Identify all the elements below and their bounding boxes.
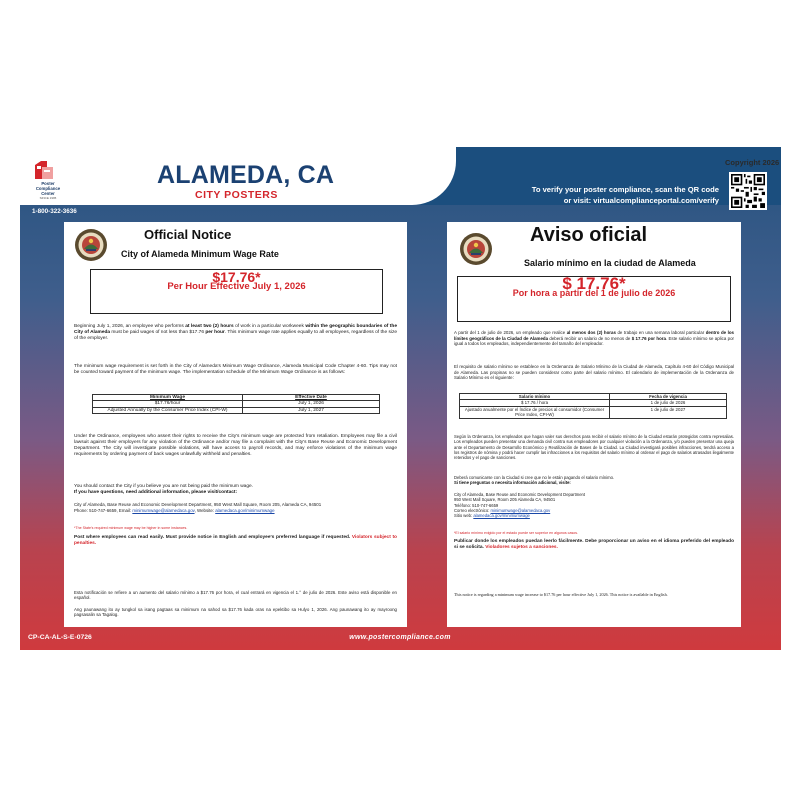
table-header: Effective Date	[243, 395, 380, 401]
contact-city-text: Deberá comunicarse con la Ciudad si cree que no le están pagando el salario mínimo.	[454, 475, 615, 480]
p1-part-a: A partir del 1 de julio de 2026, un empleado que realice	[454, 330, 567, 335]
notice-subtitle: City of Alameda Minimum Wage Rate	[121, 249, 279, 259]
contact-info	[454, 492, 734, 518]
p1-part-e: must be paid wages of not less than $17.76	[110, 330, 206, 335]
qr-code-icon	[731, 174, 765, 208]
contact-department: City of Alameda, Base Reuse and Economic Development Department	[454, 492, 586, 497]
implementation-schedule-table	[92, 394, 380, 414]
translation-notice-spanish: Esta notificación se refiere a un aumento del salario mínimo a $17.76 por hora, el cual entrará en vigencia el 1.° de julio de 2026. Este aviso está disponible en español.	[74, 590, 397, 601]
paragraph-ordinance: The minimum wage requirement is set forth in the City of Alameda's Minimum Wage Ordinance, Alameda Municipal Code Chapter 4-60. Tips may not be counted toward payment of the minimum wage. The implementation schedule of the Minimum Wage Ordinance is as follows:	[74, 364, 397, 375]
p1-part-b: at least two (2) hours	[185, 324, 234, 329]
notice-title: Aviso oficial	[530, 224, 648, 246]
copyright-text: Copyright 2026	[725, 158, 780, 167]
translation-notice-tagalog: Ang paunawang ito ay tungkol sa isang pagtaas sa minimum na sahod sa $17.76 kada oras na epektibo sa Hulyo 1, 2026. Ang paunawang ito ay mayroong pagsasalin sa Tagalog.	[74, 607, 397, 618]
p1-part-d: within the geographic boundaries of the City of Alameda	[74, 324, 397, 335]
contact-email-link[interactable]: minimumwage@alamedaca.gov	[132, 507, 195, 513]
poster-code: CP-CA-AL-S-E-0726	[28, 634, 92, 641]
posting-requirement	[74, 535, 397, 547]
logo-line-3: Center	[41, 191, 55, 196]
notice-title: Official Notice	[144, 227, 232, 242]
table-cell: 1 de julio de 2026	[610, 400, 727, 406]
contact-website-link[interactable]: alamedaca.gov/minimumwage	[215, 507, 275, 513]
rate-effective-date: Per Hour Effective July 1, 2026	[167, 281, 306, 292]
p1-part-g: . This minimum wage rate applies equally to all employees, regardless of the size of the employer.	[74, 330, 398, 341]
p1-part-e: deberá recibir un salario de no menos de	[548, 335, 632, 341]
poster-compliance-center-logo[interactable]	[25, 159, 67, 199]
table-header: Minimum Wage	[93, 395, 243, 401]
contact-address: 950 West Mall Square, Room 205 Alameda CA, 94501	[454, 497, 556, 503]
contact-email-link[interactable]: minimumwage@alamedaca.gov	[490, 507, 551, 513]
p1-part-c: of work in a particular workweek	[233, 324, 306, 329]
verify-instructions	[529, 184, 719, 206]
rate-effective-date: Por hora a partir del 1 de julio de 2026	[512, 288, 676, 298]
posting-requirement-text: Post where employees can read easily. Must provide notice in English and employee's preferred language if requested.	[74, 535, 351, 540]
paragraph-contact-city	[74, 484, 397, 496]
english-notice-panel	[64, 222, 407, 627]
contact-email-label: Correo electrónico:	[454, 507, 491, 513]
paragraph-coverage	[454, 330, 734, 347]
table-cell: $ 17.76 / hora	[460, 400, 610, 406]
translation-notice-english: This notice is regarding a minimum wage increase to $17.76 per hour effective July 1, 2026. This notice is available in English.	[454, 592, 668, 597]
table-cell: Adjusted Annually by the Consumer Price Index (CPI-W)	[93, 407, 243, 413]
state-wage-footnote: *El salario mínimo exigido por el estado puede ser superior en algunos casos.	[454, 531, 579, 535]
table-cell: 1 de julio de 2027	[610, 406, 727, 418]
paragraph-contact-city	[454, 475, 734, 486]
state-wage-footnote: *The State's required minimum wage may be higher in some instances.	[74, 526, 188, 530]
logo-mark-icon	[33, 159, 55, 181]
poster-title: ALAMEDA, CA	[157, 161, 335, 189]
implementation-schedule-table	[459, 393, 727, 419]
p1-part-c: de trabajo en una semana laboral particular	[615, 330, 706, 335]
penalty-warning: Violators subject to penalties.	[74, 535, 397, 546]
contact-city-text: You should contact the City if you believe you are not being paid the minimum wage.	[74, 484, 254, 489]
city-seal-icon	[459, 232, 493, 266]
contact-address: City of Alameda, Base Reuse and Economic Development Department, 950 West Mall Square, Room 205, Alameda CA, 94501	[74, 502, 322, 507]
table-row	[93, 407, 380, 413]
p1-part-a: Beginning July 1, 2026, an employee who performs	[74, 324, 186, 329]
penalty-warning: Violadores sujetos a sanciones.	[485, 545, 558, 550]
phone-number[interactable]: 1-800-322-3636	[32, 208, 77, 215]
logo-text	[25, 181, 71, 201]
rate-amount: $17.76*	[212, 269, 261, 285]
p1-part-f: $ 17.76 por hora	[631, 335, 666, 341]
paragraph-coverage	[74, 324, 397, 342]
paragraph-protections: Según la Ordenanza, los empleados que hagan valer sus derechos para recibir el salario mínimo de la Ciudad estarán protegidos contra represalias. Los empleados pueden presentar una demanda civil contra sus empleadores por cualquier violación a la Ordenanza, y/o pueden presentar una queja ante el Departamento de Desarrollo Económico y Reutilización de Bases de la Ciudad. La Ciudad investigará posibles infracciones, tendrá acceso a los registros de nómina y podrá hacer cumplir las infracciones a los requisitos del salario mínimo al ordenar el pago de salarios atrasados ilegalmente retenidos y el pago de sanciones.	[454, 434, 734, 461]
posting-requirement-text: Publicar donde los empleados puedan leerlo fácilmente. Debe proporcionar un aviso en el idioma preferido del empleado si se solicita.	[454, 539, 734, 550]
contact-info	[74, 502, 397, 513]
p1-part-f: per hour	[205, 330, 225, 335]
notice-subtitle: Salario mínimo en la ciudad de Alameda	[524, 258, 696, 268]
contact-web-label: Sitio web:	[454, 513, 474, 519]
website-link[interactable]: www.postercompliance.com	[349, 634, 451, 641]
rate-amount: $ 17.76*	[562, 274, 626, 293]
poster-subtitle: CITY POSTERS	[195, 189, 278, 201]
posting-requirement	[454, 539, 734, 551]
table-cell: July 1, 2027	[243, 407, 380, 413]
table-row	[460, 406, 727, 418]
verify-line-1: To verify your poster compliance, scan the QR code	[531, 185, 719, 194]
city-seal-icon	[74, 228, 108, 262]
contact-phone: Teléfono: 510-747-6659	[454, 502, 499, 508]
p1-part-d: dentro de los límites geográficos de la Ciudad de Alameda	[454, 330, 734, 341]
minimum-wage-rate-box	[90, 269, 383, 314]
paragraph-protections: Under the Ordinance, employees who assert their rights to receive the City's minimum wage are protected from retaliation. Employees may file a civil lawsuit against their employers for any violation of the Ordinance and/or may file a complaint with the City's Base Reuse and Economic Development Department. The City will investigate possible violations, will have access to payroll records, and may enforce violations of the minimum wage requirements by ordering payment of back wages unlawfully withheld and penalties.	[74, 434, 397, 457]
verify-line-2[interactable]: or visit: virtualcomplianceportal.com/verify	[563, 196, 719, 205]
spanish-notice-panel	[447, 222, 741, 627]
table-cell: July 1, 2026	[243, 401, 380, 407]
logo-line-2: Compliance	[35, 186, 61, 191]
paragraph-ordinance: El requisito de salario mínimo se establece en la Ordenanza de Salario Mínimo de la Ciudad de Alameda, Capítulo 4-60 del Código Municipal de Alameda. Las propinas no se pueden considerar como parte del salario mínimo. El calendario de implementación de la Ordenanza de Salario Mínimo es el siguiente:	[454, 364, 734, 381]
logo-line-1: Poster	[41, 181, 55, 186]
table-cell: Ajustado anualmente por el Índice de precios al consumidor (Consumer Price Index, CPI-W)	[460, 406, 610, 418]
table-header: Salario mínimo	[460, 394, 610, 400]
logo-since: SINCE 1995	[39, 196, 57, 200]
p1-part-g: . Este salario mínimo se aplica por igual a todos los empleados, independientemente del tamaño del empleador.	[454, 335, 734, 347]
questions-prompt: If you have questions, need additional information, please visit/contact:	[74, 490, 238, 495]
contact-web-label: , Website:	[194, 507, 216, 513]
minimum-wage-rate-box	[457, 276, 731, 322]
table-cell: $17.76/hour	[93, 401, 243, 407]
p1-part-b: al menos dos (2) horas	[566, 330, 616, 335]
questions-prompt: Si tiene preguntas o necesita información adicional, visite:	[454, 480, 571, 486]
qr-code[interactable]	[729, 172, 767, 210]
contact-website-link[interactable]: alamedaca.gov/minimumwage	[473, 513, 530, 519]
contact-phone: Phone: 510-747-6659, Email:	[74, 507, 133, 513]
table-header: Fecha de vigencia	[610, 394, 727, 400]
